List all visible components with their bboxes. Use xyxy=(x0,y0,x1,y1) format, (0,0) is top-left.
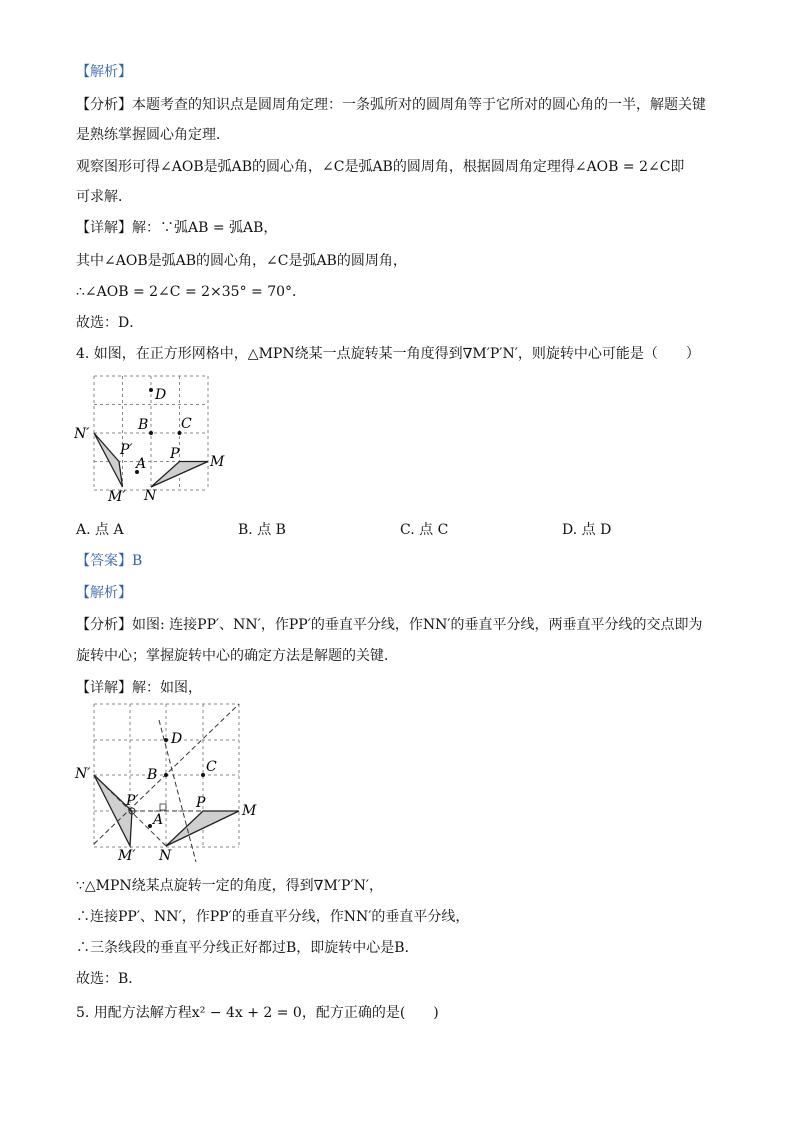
detail-text: 【详解】解：如图， xyxy=(76,680,202,696)
label-A: A xyxy=(153,812,164,828)
detail-text: 【详解】解：∵弧AB = 弧AB， xyxy=(76,220,278,236)
option-a: A. 点 A xyxy=(76,522,124,538)
reason-text: ∴连接PP′、NN′，作PP′的垂直平分线，作NN′的垂直平分线， xyxy=(76,909,470,925)
label-P: P xyxy=(196,795,206,811)
label-M-prime: M′ xyxy=(108,489,126,505)
observation-text: 可求解． xyxy=(76,189,132,205)
reason-text: ∵△MPN绕某点旋转一定的角度，得到∇M′P′N′， xyxy=(76,878,383,894)
analysis-text: 旋转中心；掌握旋转中心的确定方法是解题的关键． xyxy=(76,648,398,664)
label-N: N xyxy=(159,848,172,864)
label-P-prime: P′ xyxy=(120,442,133,458)
label-C: C xyxy=(206,759,217,775)
label-D: D xyxy=(155,387,167,403)
detail-text: ∴∠AOB = 2∠C = 2×35° = 70°． xyxy=(76,284,307,300)
choice-text: 故选：D． xyxy=(76,315,144,331)
label-M-prime: M′ xyxy=(118,848,136,864)
analysis-text: 【分析】本题考查的知识点是圆周角定理：一条弧所对的圆周角等于它所对的圆心角的一半，解题关键 xyxy=(76,97,706,113)
label-M: M xyxy=(210,454,225,470)
label-N: N xyxy=(144,488,157,504)
analysis-text: 是熟练掌握圆心角定理． xyxy=(76,127,230,143)
question-figure xyxy=(74,372,244,512)
label-C: C xyxy=(181,416,192,432)
label-N-prime: N′ xyxy=(74,426,90,442)
label-D: D xyxy=(171,731,183,747)
option-d: D. 点 D xyxy=(562,522,612,538)
label-P: P xyxy=(170,446,180,462)
choice-text: 故选：B． xyxy=(76,971,143,987)
analysis-tag: 【解析】 xyxy=(76,585,132,601)
label-B: B xyxy=(147,767,158,783)
label-N-prime: N′ xyxy=(75,766,91,782)
label-P-prime: P′ xyxy=(126,793,139,809)
label-B: B xyxy=(138,417,149,433)
analysis-text: 【分析】如图: 连接PP′、NN′，作PP′的垂直平分线，作NN′的垂直平分线，两垂直平分线的交点即为 xyxy=(76,617,703,633)
question-stem: 4. 如图，在正方形网格中，△MPN绕某一点旋转某一角度得到∇M′P′N′，则旋转中心可能是（ ） xyxy=(76,346,700,362)
label-M: M xyxy=(242,803,257,819)
analysis-tag: 【解析】 xyxy=(76,64,132,80)
reason-text: ∴三条线段的垂直平分线正好都过B，即旋转中心是B． xyxy=(76,940,419,956)
label-A: A xyxy=(136,456,147,472)
option-c: C. 点 C xyxy=(400,522,449,538)
question-stem: 5. 用配方法解方程x² − 4x + 2 = 0，配方正确的是( ) xyxy=(76,1005,439,1021)
detail-text: 其中∠AOB是弧AB的圆心角，∠C是弧AB的圆周角， xyxy=(76,253,407,269)
option-b: B. 点 B xyxy=(238,522,286,538)
solution-figure xyxy=(74,700,270,870)
answer-text: 【答案】B xyxy=(76,553,143,569)
observation-text: 观察图形可得∠AOB是弧AB的圆心角，∠C是弧AB的圆周角，根据圆周角定理得∠AOB = 2∠C即 xyxy=(76,159,685,175)
